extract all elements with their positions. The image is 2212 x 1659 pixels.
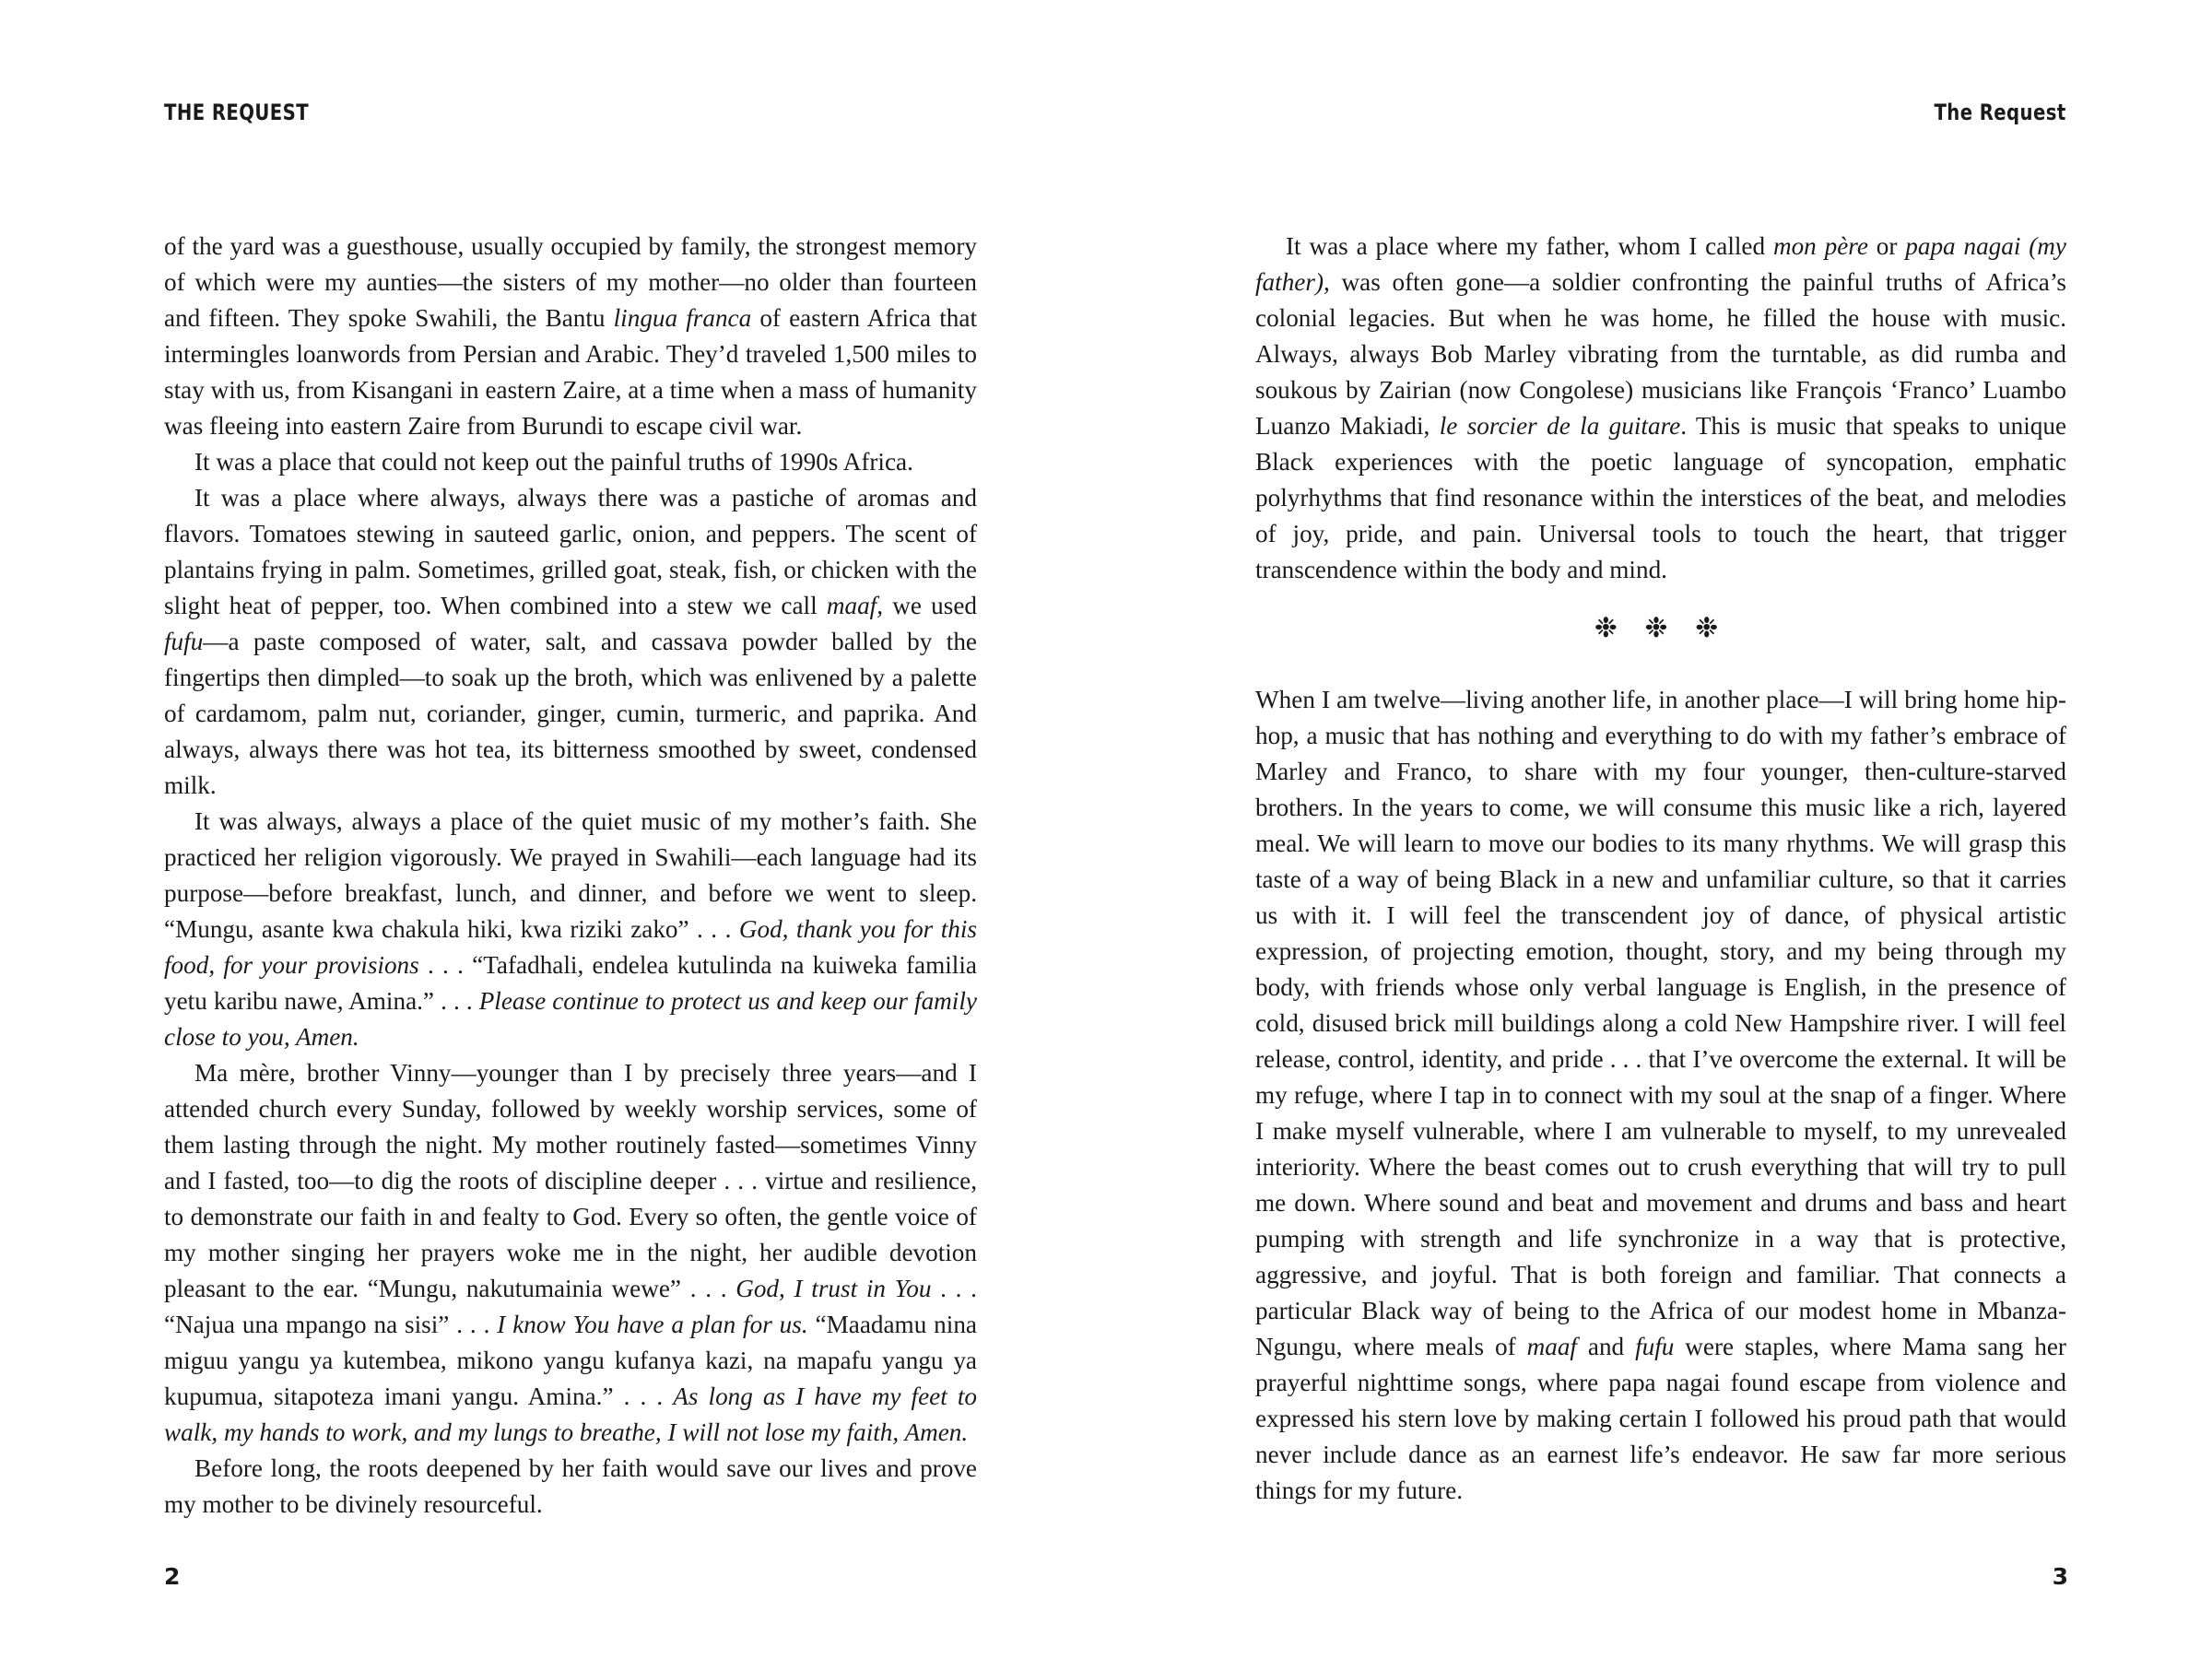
text-run: Ma mère, brother Vinny—younger than I by precisely three years—and I attended church every Sunday, followed by weekly worship services, some of them lasting through the night. My mother routinely fasted—sometimes Vinny and I fasted, too—to dig the roots of discipline deeper . . . virtue and resilience, to demonstrate our faith in and fealty to God. Every so often, the gentle voice of my mother singing her prayers woke me in the night, her audible devotion pleasant to the ear. “Mungu, nakutumainia wewe” . . .: [164, 1059, 977, 1302]
body-text-after-break: [1255, 682, 2066, 1509]
page-number: 3: [2052, 1563, 2068, 1590]
paragraph: [1255, 229, 2066, 588]
italic-text: papa nagai (my father),: [1255, 232, 2066, 296]
text-run: —a paste composed of water, salt, and cassava powder balled by the fingertips then dimpled—to soak up the broth, which was enlivened by a palette of cardamom, palm nut, coriander, ginger, cumin, turmeric, and paprika. And always, always there was hot tea, its bitterness smoothed by sweet, condensed milk.: [164, 628, 977, 799]
paragraph: [164, 1451, 977, 1523]
page-number: 2: [164, 1563, 181, 1590]
text-run: It was a place where my father, whom I called: [1286, 232, 1773, 260]
body-text: [1255, 229, 2066, 1509]
italic-text: le sorcier de la guitare: [1439, 412, 1681, 440]
text-run: . . . “Tafadhali, endelea kutulinda na kuiweka familia yetu karibu nawe, Amina.” . . .: [164, 951, 977, 1015]
italic-text: I know You have a plan for us.: [497, 1311, 808, 1338]
italic-text: maaf,: [826, 592, 884, 619]
italic-text: maaf: [1526, 1333, 1577, 1360]
italic-text: God, thank you for this food, for your provisions: [164, 915, 977, 979]
body-text: [164, 229, 977, 1523]
paragraph: [1255, 682, 2066, 1509]
text-run: It was a place where always, always there was a pastiche of aromas and flavors. Tomatoes stewing in sauteed garlic, onion, and peppers. The scent of plantains frying in palm. Sometimes, grilled goat, steak, fish, or chicken with the slight heat of pepper, too. When combined into a stew we call: [164, 484, 977, 619]
text-run: were staples, where Mama sang her prayerful nighttime songs, where papa nagai found escape from violence and expressed his stern love by making certain I followed his proud path that would never include dance as an earnest life’s endeavor. He saw far more serious things for my future.: [1255, 1333, 2066, 1504]
text-run: or: [1867, 232, 1906, 260]
italic-text: lingua franca: [613, 304, 752, 332]
paragraph: [164, 444, 977, 480]
text-run: . . . “Najua una mpango na sisi” . . .: [164, 1275, 977, 1338]
running-head: THE REQUEST: [164, 100, 310, 125]
italic-text: As long as I have my feet to walk, my hands to work, and my lungs to breathe, I will not lose my faith, Amen.: [164, 1382, 977, 1446]
text-run: When I am twelve—living another life, in another place—I will bring home hip-hop, a music that has nothing and everything to do with my father’s embrace of Marley and Franco, to share with my four younger, then-culture-starved brothers. In the years to come, we will consume this music like a rich, layered meal. We will learn to move our bodies to its many rhythms. We will grasp this taste of a way of being Black in a new and unfamiliar culture, so that it carries us with it. I will feel the transcendent joy of dance, of physical artistic expression, of projecting emotion, thought, story, and my being through my body, with friends whose only verbal language is English, in the presence of cold, disused brick mill buildings along a cold New Hampshire river. I will feel release, control, identity, and pride . . . that I’ve overcome the external. It will be my refuge, where I tap in to connect with my soul at the snap of a finger. Where I make myself vulnerable, where I am vulnerable to myself, to my unrevealed interiority. Where the beast comes out to crush everything that will try to pull me down. Where sound and beat and movement and drums and bass and heart pumping with strength and life synchronize in a way that is protective, aggressive, and joyful. That is both foreign and familiar. That connects a particular Black way of being to the Africa of our modest home in Mbanza-Ngungu, where meals of: [1255, 686, 2066, 1360]
body-text-before-break: [1255, 229, 2066, 588]
text-run: . This is music that speaks to unique Black experiences with the poetic language of syncopation, emphatic polyrhythms that find resonance within the interstices of the beat, and melodies of joy, pride, and pain. Universal tools to touch the heart, that trigger transcendence within the body and mind.: [1255, 412, 2067, 583]
text-run: It was a place that could not keep out the painful truths of 1990s Africa.: [194, 448, 913, 476]
paragraph: [164, 1055, 977, 1451]
right-page: [1106, 0, 2212, 1659]
paragraph: [164, 804, 977, 1055]
text-run: and: [1576, 1333, 1636, 1360]
text-run: we used: [883, 592, 977, 619]
text-run: Before long, the roots deepened by her faith would save our lives and prove my mother to be divinely resourceful.: [164, 1454, 977, 1518]
italic-text: Please continue to protect us and keep our family close to you, Amen.: [164, 987, 977, 1051]
italic-text: mon père: [1772, 232, 1868, 260]
italic-text: fufu: [164, 628, 204, 655]
text-run: of the yard was a guesthouse, usually occupied by family, the strongest memory of which were my aunties—the sisters of my mother—no older than fourteen and fifteen. They spoke Swahili, the Bantu: [164, 232, 977, 332]
text-run: “Maadamu nina miguu yangu ya kutembea, mikono yangu kufanya kazi, na mapafu yangu ya kupumua, sitapoteza imani yangu. Amina.” . . .: [164, 1311, 977, 1410]
text-run: It was always, always a place of the quiet music of my mother’s faith. She practiced her religion vigorously. We prayed in Swahili—each language had its purpose—before breakfast, lunch, and dinner, and before we went to sleep. “Mungu, asante kwa chakula hiki, kwa riziki zako” . . .: [164, 807, 977, 943]
text-run: of eastern Africa that intermingles loanwords from Persian and Arabic. They’d traveled 1,500 miles to stay with us, from Kisangani in eastern Zaire, at a time when a mass of humanity was fleeing into eastern Zaire from Burundi to escape civil war.: [164, 304, 978, 440]
italic-text: God, I trust in You: [735, 1275, 932, 1302]
paragraph: [164, 229, 977, 444]
section-break-ornament: ❉ ❉ ❉: [1594, 612, 1728, 644]
paragraph: [164, 480, 977, 804]
text-run: was often gone—a soldier confronting the painful truths of Africa’s colonial legacies. But when he was home, he filled the house with music. Always, always Bob Marley vibrating from the turntable, as did rumba and soukous by Zairian (now Congolese) musicians like François ‘Franco’ Luambo Luanzo Makiadi,: [1255, 268, 2066, 440]
running-head: The Request: [1934, 100, 2066, 125]
italic-text: fufu: [1635, 1333, 1675, 1360]
